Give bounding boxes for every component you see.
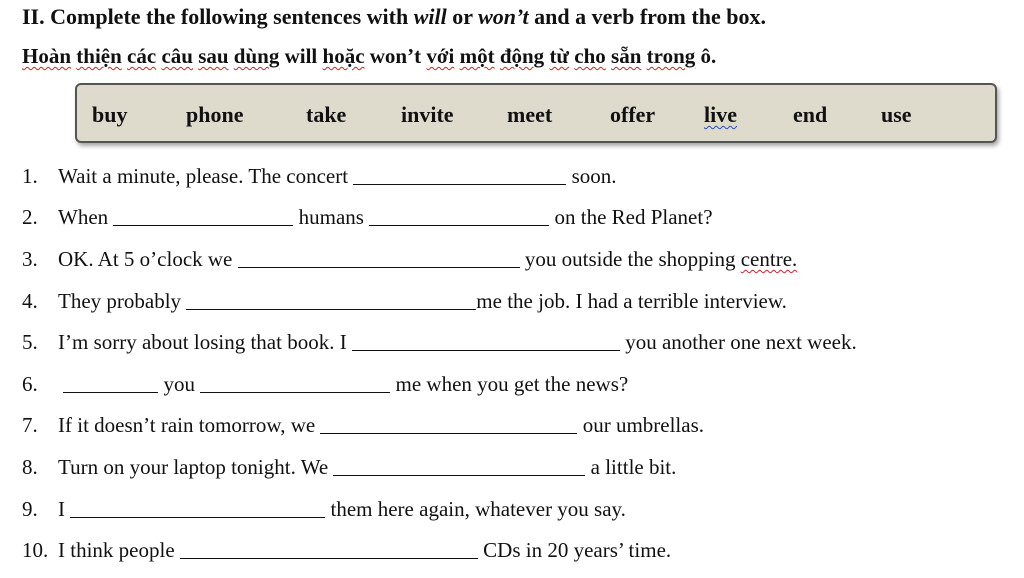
sub-word: sau: [198, 44, 229, 68]
heading-text: II. Complete the following sentences with: [22, 4, 414, 29]
question-number: 7.: [22, 413, 38, 437]
word-invite: invite: [401, 102, 454, 127]
sub-word: trong: [646, 44, 696, 68]
question-number: 3.: [22, 247, 38, 271]
question-text: If it doesn’t rain tomorrow, we: [58, 413, 321, 437]
question-number: 4.: [22, 289, 38, 313]
question-text: you outside the shopping: [519, 247, 741, 271]
answer-blank[interactable]: [113, 204, 293, 226]
question-text: I’m sorry about losing that book. I: [58, 330, 352, 354]
question-2: [22, 204, 713, 230]
question-6: [22, 371, 628, 397]
word-buy: buy: [92, 102, 128, 127]
answer-blank[interactable]: [180, 537, 478, 559]
question-5: [22, 329, 857, 355]
question-number: 1.: [22, 164, 38, 188]
heading-suffix: and a verb from the box.: [528, 4, 766, 29]
heading-wont: won’t: [478, 4, 529, 29]
question-text: CDs in 20 years’ time.: [477, 538, 672, 562]
word-end: end: [793, 102, 828, 127]
word-use: use: [881, 102, 912, 127]
answer-blank[interactable]: [369, 204, 549, 226]
sub-word: với: [426, 44, 455, 68]
question-text: our umbrellas.: [577, 413, 705, 437]
question-number: 2.: [22, 205, 38, 229]
word-meet: meet: [507, 102, 553, 127]
question-text: them here again, whatever you say.: [325, 497, 626, 521]
exercise-heading: [22, 4, 766, 30]
question-number: 6.: [22, 372, 38, 396]
sub-word: won’t: [369, 44, 422, 68]
answer-blank[interactable]: [238, 246, 520, 268]
question-number: 9.: [22, 497, 38, 521]
question-text: I: [58, 497, 71, 521]
sub-word: Hoàn: [22, 44, 72, 68]
question-text: Turn on your laptop tonight. We: [58, 455, 334, 479]
answer-blank[interactable]: [200, 371, 390, 393]
sub-word: câu: [161, 44, 193, 68]
sub-word: thiện: [76, 44, 122, 68]
question-4: [22, 288, 787, 314]
verb-word-box: [75, 83, 997, 143]
answer-blank[interactable]: [63, 371, 158, 393]
question-number: 5.: [22, 330, 38, 354]
answer-blank[interactable]: [333, 454, 585, 476]
question-text: OK. At 5 o’clock we: [58, 247, 238, 271]
question-3: [22, 246, 797, 272]
exercise-subheading-vietnamese: [22, 44, 716, 69]
question-text: humans: [293, 205, 370, 229]
question-text: I think people: [58, 538, 180, 562]
answer-blank[interactable]: [353, 163, 566, 185]
answer-blank[interactable]: [320, 412, 577, 434]
sub-word: dùng: [233, 44, 280, 68]
question-text: me the job. I had a terrible interview.: [476, 289, 787, 313]
sub-word: một: [459, 44, 495, 68]
question-text: you another one next week.: [619, 330, 857, 354]
question-text: me when you get the news?: [390, 372, 629, 396]
sub-word: sẵn: [611, 44, 642, 68]
question-7: [22, 412, 704, 438]
sub-word: các: [127, 44, 157, 68]
question-text: soon.: [566, 164, 617, 188]
question-number: 8.: [22, 455, 38, 479]
word-live: live: [704, 102, 737, 127]
question-1: [22, 163, 617, 189]
question-text: When: [58, 205, 114, 229]
question-text: centre.: [740, 247, 798, 271]
heading-or: or: [446, 4, 479, 29]
sub-word: ô.: [700, 44, 717, 68]
question-text: They probably: [58, 289, 187, 313]
sub-word: will: [284, 44, 318, 68]
sub-word: cho: [574, 44, 606, 68]
question-text: a little bit.: [585, 455, 677, 479]
question-9: [22, 496, 626, 522]
answer-blank[interactable]: [186, 288, 476, 310]
question-number: 10.: [22, 538, 49, 562]
question-10: [22, 537, 671, 563]
question-8: [22, 454, 676, 480]
question-text: Wait a minute, please. The concert: [58, 164, 354, 188]
heading-will: will: [413, 4, 447, 29]
word-take: take: [306, 102, 347, 127]
sub-word: từ: [549, 44, 570, 68]
question-text: on the Red Planet?: [549, 205, 713, 229]
sub-word: hoặc: [322, 44, 365, 68]
sub-word: động: [499, 44, 545, 68]
answer-blank[interactable]: [70, 496, 325, 518]
word-offer: offer: [610, 102, 656, 127]
answer-blank[interactable]: [352, 329, 620, 351]
question-text: you: [158, 372, 201, 396]
word-phone: phone: [186, 102, 244, 127]
